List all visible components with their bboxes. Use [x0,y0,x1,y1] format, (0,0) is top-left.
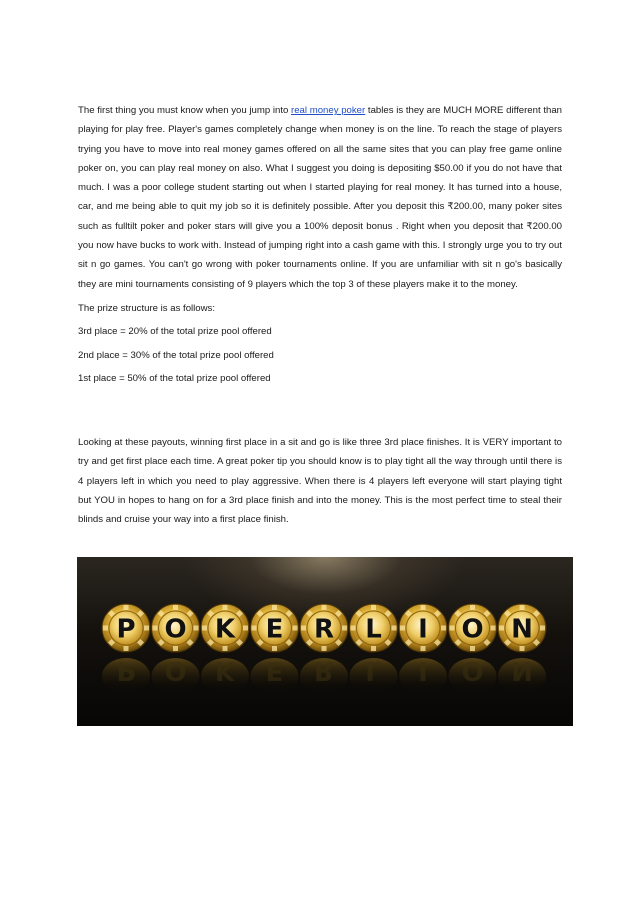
svg-text:K: K [214,614,236,645]
coin-letter-p-0 [102,604,150,694]
prize-structure-heading: The prize structure is as follows: [78,302,216,314]
svg-text:E: E [265,655,284,685]
svg-text:N: N [511,614,533,645]
svg-text:O: O [461,614,484,645]
coin-letter-o-7 [449,604,497,694]
svg-text:P: P [116,655,136,685]
coin-letter-n-8 [498,604,546,694]
coin-letter-e-3 [251,604,299,694]
coin-letter-k-2 [201,604,249,694]
svg-text:P: P [116,614,136,645]
svg-text:L: L [365,655,382,685]
svg-text:R: R [313,614,335,645]
coin-letter-l-5 [350,604,398,694]
svg-text:L: L [365,614,382,645]
poker-lion-banner [77,557,573,726]
svg-text:N: N [511,655,533,685]
svg-text:I: I [418,614,428,645]
prize-line-1st: 1st place = 50% of the total prize pool offered [78,372,271,384]
prize-line-3rd: 3rd place = 20% of the total prize pool offered [78,326,272,338]
svg-text:R: R [313,655,335,685]
svg-text:O: O [164,655,187,685]
coin-letter-o-1 [152,604,200,694]
coin-letter-r-4 [300,604,348,694]
svg-text:O: O [164,614,187,645]
intro-paragraph: The first thing you must know when you jump into real money poker tables is they are MUCH MORE different than playing for play free. Player's games completely change when money is on the line. To reach the stage of players trying you have to move into real money games offered on all the same sites that you can play free game online poker on, you can play real money on also. What I suggest you doing is depositing $50.00 if you do not have that much. I was a poor college student starting out when I started playing for real money. It has turned into a house, car, and me being able to quit my job so it is definitely possible. After you deposit this ₹200.00, many poker sites such as fulltilt poker and poker stars will give you a 100% deposit bonus . Right when you deposit that ₹200.00 you now have bucks to work with. Instead of jumping right into a cash game with this. I strongly urge you to try out sit n go games. You can't go wrong with poker tournaments online. If you are unfamiliar with sit n go's basically they are mini tournaments consisting of 9 players which the top 3 of these players make it to the money. [78,105,563,290]
payouts-paragraph: Looking at these payouts, winning first place in a sit and go is like three 3rd place finishes. It is VERY important to try and get first place each time. A great poker tip you should know is to play tight all the way through until there is 4 players left in which you need to play aggressive. When there is 4 players left everyone will start playing tight but YOU in hopes to hang on for a 3rd place finish and into the money. This is the most perfect time to steal their blinds and cruise your way into a first place finish. [78,437,562,526]
prize-line-2nd: 2nd place = 30% of the total prize pool offered [78,349,274,361]
svg-text:K: K [214,655,236,685]
svg-text:O: O [461,655,484,685]
svg-text:E: E [265,614,284,645]
coin-letter-i-6 [399,604,447,694]
poker-lion-coins [77,557,573,726]
article-body [78,101,562,535]
real-money-poker-link[interactable]: real money poker [291,105,366,116]
svg-text:I: I [418,655,428,685]
